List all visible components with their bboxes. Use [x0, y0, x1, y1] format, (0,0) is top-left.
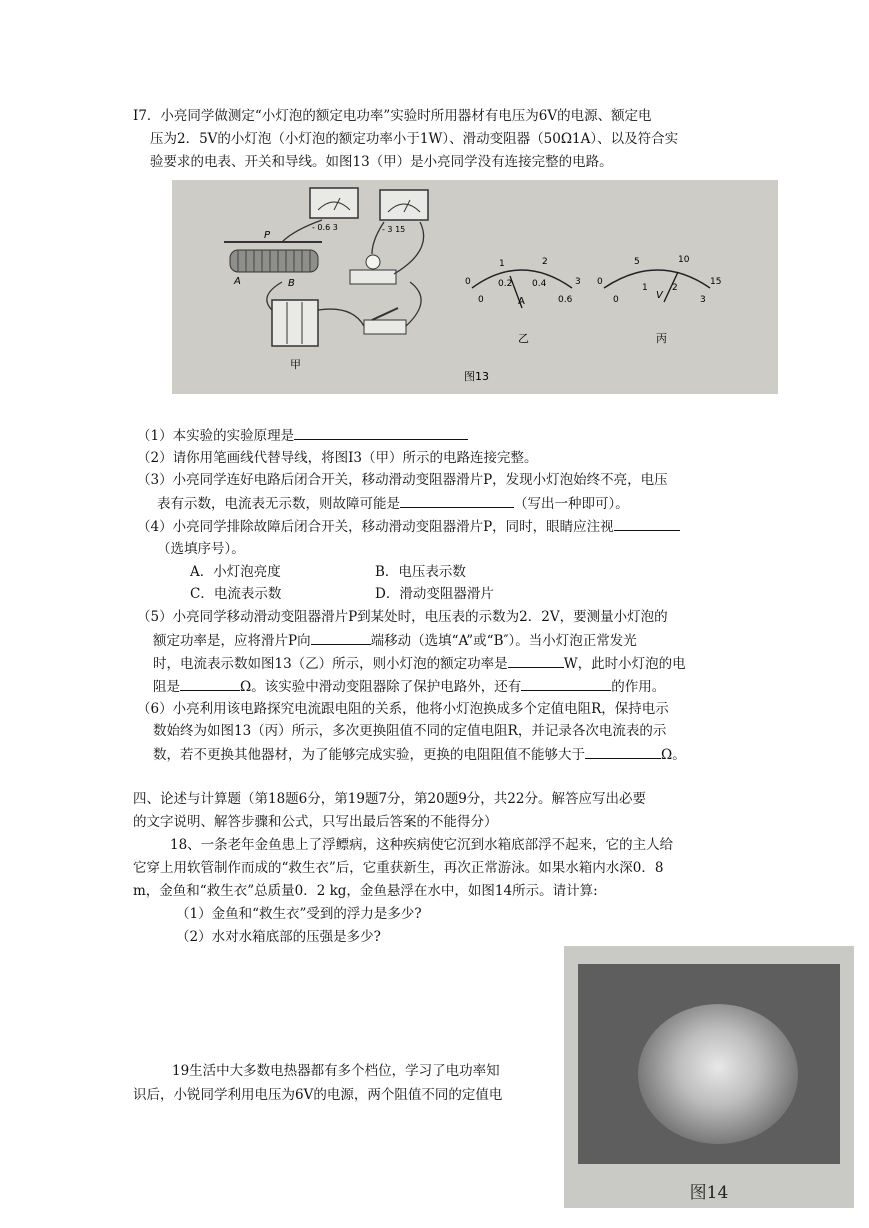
- ammeter-unit: A: [518, 296, 525, 307]
- slider-p-label: P: [264, 230, 271, 241]
- part-5-line-3: [153, 653, 686, 674]
- answer-blank-watch[interactable]: [614, 516, 680, 531]
- terminal-b-label: B: [288, 278, 295, 289]
- ammeter-bottom-2: 0.4: [532, 279, 547, 289]
- figure-13: [172, 180, 778, 394]
- part-5-text-b: 端移动（选填“A”或“B″）。当小灯泡正常发光: [370, 633, 637, 649]
- ammeter-bottom-0: 0: [478, 295, 484, 305]
- ammeter-bottom-1: 0.2: [498, 279, 513, 289]
- option-b: B．电压表示数: [375, 564, 466, 580]
- part-5-text-f: Ω。该实验中滑动变阻器除了保护电路外，还有: [240, 679, 522, 695]
- figure-13-caption: 图13: [464, 370, 489, 383]
- part-5-line-2: [153, 630, 637, 651]
- answer-blank-principle[interactable]: [294, 425, 468, 440]
- q18-sub-1: （1）金鱼和“救生衣”受到的浮力是多少?: [176, 906, 422, 922]
- part-6-text-a: 数，若不更换其他器材，为了能够完成实验，更换的电阻阻值不能够大于: [153, 747, 585, 763]
- part-5-line-4: [153, 676, 665, 697]
- answer-blank-role[interactable]: [521, 676, 611, 691]
- part-3-line-2: [157, 493, 629, 514]
- option-d: D．滑动变阻器滑片: [375, 586, 494, 602]
- q18-line-3: m，金鱼和“救生衣”总质量0．2 kg，金鱼悬浮在水中，如图14所示。请计算:: [133, 883, 598, 899]
- section-4-line-1: 四、论述与计算题（第18题6分，第19题7分，第20题9分，共22分。解答应写出必要: [133, 791, 646, 807]
- q17-line-3: 验要求的电表、开关和导线。如图13（甲）是小亮同学没有连接完整的电路。: [150, 154, 613, 170]
- ammeter-terminals: - 0.6 3: [312, 223, 338, 232]
- figure-13-drawing: [172, 180, 778, 394]
- q18-line-2: 它穿上用软管制作而成的“救生衣”后，它重获新生，再次正常游泳。如果水箱内水深0．8: [133, 860, 664, 876]
- part-5-line-1: （5）小亮同学移动滑动变阻器滑片P到某处时，电压表的示数为2．2V，要测量小灯泡的: [137, 609, 668, 625]
- part-6-text-b: Ω。: [661, 747, 686, 763]
- q19-line-1: 19生活中大多数电热器都有多个档位，学习了电功率知: [172, 1063, 500, 1079]
- part-4-text: （4）小亮同学排除故障后闭合开关，移动滑动变阻器滑片P，同时，眼睛应注视: [137, 519, 614, 535]
- answer-blank-direction[interactable]: [311, 630, 371, 645]
- q17-line-2: 压为2．5V的小灯泡（小灯泡的额定功率小于1W）、滑动变阻器（50Ω1A）、以及符合实: [150, 131, 679, 147]
- part-4-line-1: [137, 516, 680, 537]
- voltmeter-top-1: 5: [634, 257, 640, 267]
- part-5-text-d: W，此时小灯泡的电: [563, 656, 686, 672]
- voltmeter-top-2: 10: [678, 255, 690, 265]
- answer-blank-max-resistance[interactable]: [585, 744, 661, 759]
- figure-14: [564, 946, 854, 1208]
- q19-line-2: 识后，小锐同学利用电压为6V的电源，两个阻值不同的定值电: [133, 1087, 503, 1103]
- voltmeter-bottom-1: 1: [642, 283, 648, 293]
- section-4-line-2: 的文字说明、解答步骤和公式，只写出最后答案的不能得分）: [133, 814, 498, 830]
- q18-line-1: 18、一条老年金鱼患上了浮鳔病，这种疾病使它沉到水箱底部浮不起来，它的主人给: [170, 837, 674, 853]
- part-5-text-a: 额定功率是，应将滑片P向: [153, 633, 311, 649]
- voltmeter-top-0: 0: [597, 277, 603, 287]
- part-3-text-a: 表有示数，电流表无示数，则故障可能是: [157, 496, 400, 512]
- part-6-line-2: 数始终为如图13（丙）所示，多次更换阻值不同的定值电阻R，并记录各次电流表的示: [153, 723, 667, 739]
- part-3-text-b: （写出一种即可）。: [514, 496, 629, 512]
- voltmeter-terminals: - 3 15: [382, 225, 406, 234]
- goldfish-image: [638, 1004, 798, 1144]
- part-3-line-1: （3）小亮同学连好电路后闭合开关，移动滑动变阻器滑片P，发现小灯泡始终不亮，电压: [137, 472, 668, 488]
- ammeter-bottom-3: 0.6: [558, 295, 573, 305]
- label-jia: 甲: [290, 358, 301, 371]
- part-5-text-e: 阻是: [153, 679, 180, 695]
- part-2: （2）请你用笔画线代替导线，将图I3（甲）所示的电路连接完整。: [137, 450, 538, 466]
- part-5-text-c: 时，电流表示数如图13（乙）所示，则小灯泡的额定功率是: [153, 656, 508, 672]
- terminal-a-label: A: [234, 276, 241, 287]
- voltmeter-bottom-2: 2: [672, 283, 678, 293]
- voltmeter-bottom-3: 3: [700, 295, 706, 305]
- part-1-text: （1）本实验的实验原理是: [137, 428, 295, 444]
- voltmeter-unit: V: [656, 290, 663, 301]
- ammeter-top-2: 2: [542, 257, 548, 267]
- ammeter-top-1: 1: [499, 259, 505, 269]
- part-1: [137, 425, 468, 446]
- part-5-text-g: 的作用。: [611, 679, 666, 695]
- answer-blank-power[interactable]: [508, 653, 564, 668]
- figure-14-caption: 图14: [689, 1183, 729, 1203]
- ammeter-top-3: 3: [575, 277, 581, 287]
- label-yi: 乙: [518, 332, 529, 345]
- option-c: C．电流表示数: [190, 586, 282, 602]
- voltmeter-top-3: 15: [710, 277, 722, 287]
- answer-blank-fault[interactable]: [400, 493, 514, 508]
- figure-14-photo: [578, 964, 840, 1164]
- part-6-line-1: （6）小亮利用该电路探究电流跟电阻的关系，他将小灯泡换成多个定值电阻R，保持电示: [137, 701, 669, 717]
- part-6-line-3: [153, 744, 686, 765]
- option-a: A．小灯泡亮度: [190, 564, 281, 580]
- answer-blank-resistance[interactable]: [180, 676, 240, 691]
- q17-line-1: I7．小亮同学做测定“小灯泡的额定电功率”实验时所用器材有电压为6V的电源、额定电: [133, 108, 652, 124]
- label-bing: 丙: [656, 332, 667, 345]
- q18-sub-2: （2）水对水箱底部的压强是多少?: [176, 929, 381, 945]
- voltmeter-bottom-0: 0: [613, 295, 619, 305]
- part-4-line-2: （选填序号）。: [157, 541, 245, 557]
- ammeter-top-0: 0: [465, 277, 471, 287]
